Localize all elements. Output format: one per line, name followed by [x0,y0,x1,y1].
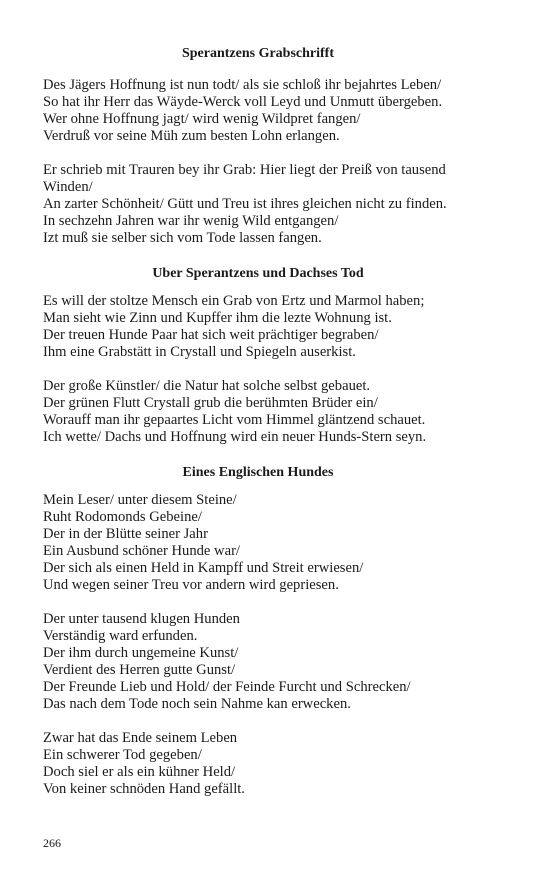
verse-line: Der Freunde Lieb und Hold/ der Feinde Furcht und Schrecken/ [43,679,411,695]
verse-line: Ihm eine Grabstätt in Crystall und Spiegeln auserkist. [43,344,356,360]
poem-uber-sperantzens-und-dachses-tod [43,264,473,446]
stanza [43,293,473,361]
verse-line: Mein Leser/ unter diesem Steine/ [43,492,237,508]
page-body [43,44,473,798]
verse-line: Verdient des Herren gutte Gunst/ [43,662,236,678]
stanza [43,378,473,446]
verse-line: Des Jägers Hoffnung ist nun todt/ als sie schloß ihr bejahrtes Leben/ [43,77,442,93]
verse-line: Man sieht wie Zinn und Kupffer ihm die lezte Wohnung ist. [43,310,392,326]
verse-line: In sechzehn Jahren war ihr wenig Wild entgangen/ [43,213,339,229]
verse-line: Doch siel er als ein kühner Held/ [43,764,236,780]
verse-line: Das nach dem Tode noch sein Nahme kan erwecken. [43,696,351,712]
verse-line: Der in der Blütte seiner Jahr [43,526,208,542]
stanza [43,77,473,145]
verse-line: An zarter Schönheit/ Gütt und Treu ist ihres gleichen nicht zu finden. [43,196,447,212]
verse-line: Winden/ [43,179,93,195]
poem-sperantzens-grabschrifft [43,44,473,247]
stanza [43,162,473,247]
verse-line: Verständig ward erfunden. [43,628,198,644]
stanza [43,730,473,798]
verse-line: Von keiner schnöden Hand gefällt. [43,781,245,797]
verse-line: Und wegen seiner Treu vor andern wird gepriesen. [43,577,339,593]
verse-line: Der große Künstler/ die Natur hat solche selbst gebauet. [43,378,371,394]
poem-title: Uber Sperantzens und Dachses Tod [152,266,364,281]
verse-line: Wer ohne Hoffnung jagt/ wird wenig Wildpret fangen/ [43,111,361,127]
stanza [43,611,473,713]
verse-line: Der grünen Flutt Crystall grub die berühmten Brüder ein/ [43,395,378,411]
poem-title: Sperantzens Grabschrifft [181,46,335,61]
verse-line: Der ihm durch ungemeine Kunst/ [43,645,239,661]
verse-line: Der unter tausend klugen Hunden [43,611,240,627]
verse-line: Zwar hat das Ende seinem Leben [43,730,238,746]
page-number: 266 [43,836,61,850]
verse-line: So hat ihr Herr das Wäyde-Werck voll Leyd und Unmutt übergeben. [43,94,443,110]
verse-line: Ruht Rodomonds Gebeine/ [43,509,202,525]
verse-line: Der sich als einen Held in Kampff und Streit erwiesen/ [43,560,364,576]
verse-line: Izt muß sie selber sich vom Tode lassen fangen. [43,230,322,246]
stanza [43,492,473,594]
poem-eines-englischen-hundes [43,463,473,798]
verse-line: Ich wette/ Dachs und Hoffnung wird ein neuer Hunds-Stern seyn. [43,429,427,445]
verse-line: Der treuen Hunde Paar hat sich weit prächtiger begraben/ [43,327,379,343]
verse-line: Worauff man ihr gepaartes Licht vom Himmel gläntzend schauet. [43,412,426,428]
verse-line: Ein schwerer Tod gegeben/ [43,747,202,763]
poem-title: Eines Englischen Hundes [182,465,334,480]
verse-line: Es will der stoltze Mensch ein Grab von Ertz und Marmol haben; [43,293,425,309]
verse-line: Ein Ausbund schöner Hunde war/ [43,543,240,559]
verse-line: Verdruß vor seine Müh zum besten Lohn erlangen. [43,128,340,144]
verse-line: Er schrieb mit Trauren bey ihr Grab: Hier liegt der Preiß von tausend [43,162,446,178]
